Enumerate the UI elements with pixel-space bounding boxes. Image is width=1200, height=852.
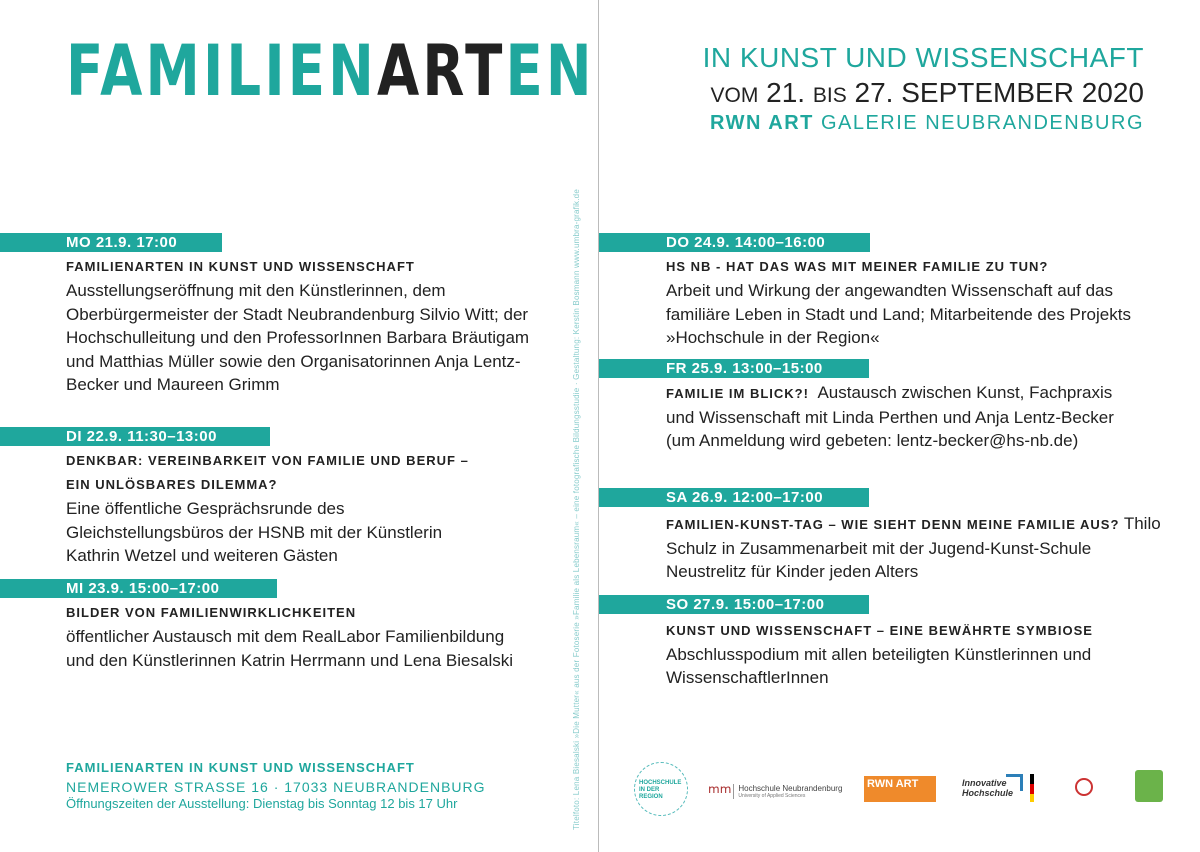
event-text: Eine öffentliche Gesprächsrunde des Gleichstellungsbüros der HSNB mit der Künstlerin Kathrin Wetzel und weiteren Gästen (66, 499, 443, 565)
event-title: FAMILIENARTEN IN KUNST UND WISSENSCHAFT (66, 259, 415, 274)
flag-red-icon (1030, 784, 1034, 794)
footer-title: FAMILIENARTEN IN KUNST UND WISSENSCHAFT (66, 760, 415, 775)
innovative-mark-icon (1006, 774, 1023, 791)
title-part-2: ART (377, 30, 506, 112)
event-item (66, 449, 486, 568)
event-item (66, 255, 546, 397)
event-date: MO 21.9. 17:00 (66, 234, 178, 251)
center-divider (598, 0, 599, 852)
event-text: Abschlusspodium mit allen beteiligten Künstlerinnen und WissenschaftlerInnen (666, 644, 1092, 687)
event-date: FR 25.9. 13:00–15:00 (666, 360, 823, 377)
footer-address-line: NEMEROWER STRASSE 16 · 17033 NEUBRANDENBURG (66, 779, 486, 795)
event-text: Austausch zwischen Kunst, Fachpraxis und Wissenschaft mit Linda Perthen und Anja Lentz-Becker (um Anmeldung wird gebeten: lentz-becker@hs-nb.de) (666, 383, 1114, 450)
flag-gold-icon (1030, 794, 1034, 802)
rwn-art-logo: RWN ART (864, 776, 936, 802)
event-title: BILDER VON FAMILIENWIRKLICHKEITEN (66, 605, 357, 620)
bmbf-logo (1030, 774, 1072, 802)
event-title: FAMILIEN-KUNST-TAG – WIE SIEHT DENN MEINE FAMILIE AUS? (666, 517, 1120, 532)
venue-line: RWN ART GALERIE NEUBRANDENBURG (710, 112, 1144, 134)
event-item (666, 255, 1146, 350)
subtitle-line-1: IN KUNST UND WISSENSCHAFT (702, 42, 1144, 73)
event-text: Thilo Schulz in Zusammenarbeit mit der Jugend-Kunst-Schule Neustrelitz für Kinder jeden Alters (666, 514, 1161, 581)
event-item (66, 601, 536, 672)
event-date: DI 22.9. 11:30–13:00 (66, 428, 217, 445)
event-date: SA 26.9. 12:00–17:00 (666, 489, 824, 506)
vertical-credit: Titelfoto: Lena Biesalski »Die Mutter« aus der Fotoserie »Familie als Lebensraum« – eine fotografische Bildungsstudie · Gestaltung: Kerstin Bosmann www.umbra-grafik.de (572, 189, 581, 830)
title-part-3: EN (505, 30, 595, 112)
event-text: Arbeit und Wirkung der angewandten Wissenschaft auf das familiäre Leben in Stadt und Land; Mitarbeitende des Projekts »Hochschule in der Region« (666, 281, 1131, 347)
innovative-hochschule-logo: Innovative Hochschule (962, 778, 1022, 798)
event-date: DO 24.9. 14:00–16:00 (666, 234, 826, 251)
footer-address (66, 758, 486, 812)
event-date: SO 27.9. 15:00–17:00 (666, 596, 825, 613)
logo-strip (620, 770, 1180, 810)
footer-hours: Öffnungszeiten der Ausstellung: Dienstag bis Sonntag 12 bis 17 Uhr (66, 796, 458, 811)
partner-circle-logo (1075, 778, 1093, 796)
event-text: öffentlicher Austausch mit dem RealLabor Familienbildung und den Künstlerinnen Katrin Herrmann und Lena Biesalski (66, 627, 513, 670)
event-text: Ausstellungseröffnung mit den Künstlerinnen, dem Oberbürgermeister der Stadt Neubrandenburg Silvio Witt; der Hochschulleitung und den ProfessorInnen Barbara Bräutigam und Matthias Müller sowie den Organisatorinnen Anja Lentz-Becker und Maureen Grimm (66, 281, 530, 394)
event-title: HS NB - HAT DAS WAS MIT MEINER FAMILIE ZU TUN? (666, 259, 1049, 274)
hs-nb-icon: ⅿⅿ (708, 782, 732, 796)
main-title (66, 30, 595, 112)
event-date: MI 23.9. 15:00–17:00 (66, 580, 220, 597)
date-line: VOM 21. BIS 27. SEPTEMBER 2020 (710, 77, 1144, 108)
partner-green-logo (1135, 770, 1163, 802)
title-part-1: FAMILIEN (66, 30, 378, 112)
hs-nb-logo: ⅿⅿ Hochschule Neubrandenburg University of Applied Sciences (708, 782, 843, 799)
event-title: KUNST UND WISSENSCHAFT – EINE BEWÄHRTE SYMBIOSE (666, 623, 1093, 638)
flag-black-icon (1030, 774, 1034, 784)
event-title: DENKBAR: VEREINBARKEIT VON FAMILIE UND BERUF – EIN UNLÖSBARES DILEMMA? (66, 453, 469, 492)
event-item (666, 618, 1136, 690)
event-item (666, 381, 1136, 453)
event-item (666, 512, 1161, 584)
hochschule-region-logo: HOCHSCHULE IN DER REGION (634, 762, 688, 816)
event-title: FAMILIE IM BLICK?! (666, 386, 809, 401)
